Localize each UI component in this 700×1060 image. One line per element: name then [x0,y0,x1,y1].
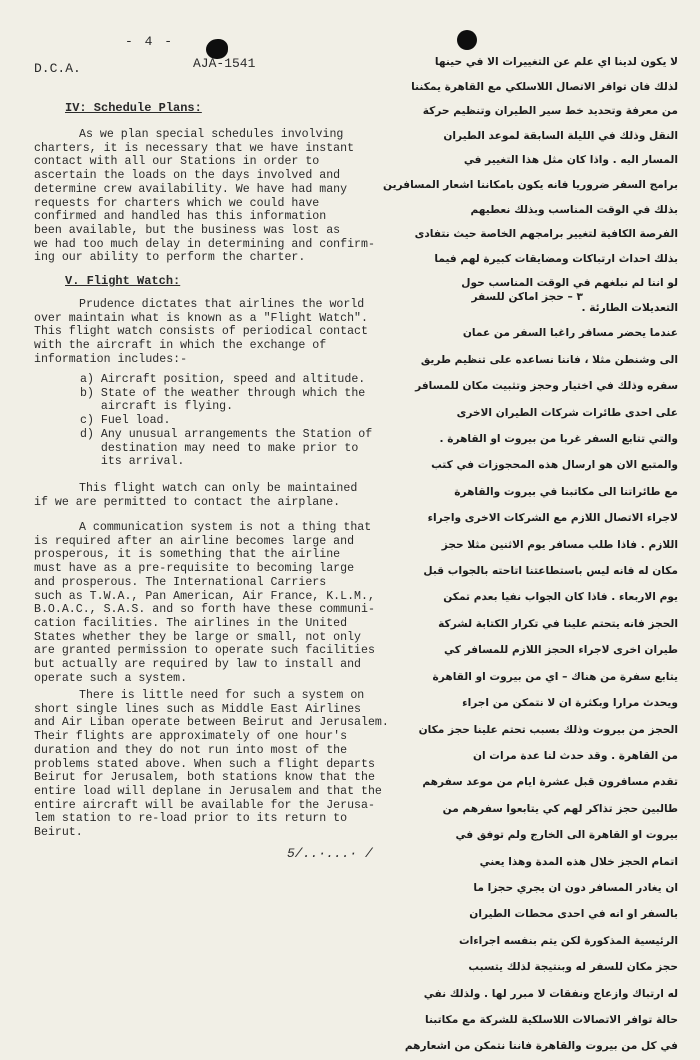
page-number: - 4 - [125,34,175,49]
text-line: cation facilities. The airlines in the United [34,616,348,630]
arabic-line: مكان له فانه ليس باستطاعتنا اتاحته بالجواب قبل [423,565,678,578]
arabic-line: بذلك احداث ارتباكات ومضايقات كبيرة لهم فيما [434,252,678,265]
arabic-line: يوم الاربعاء . فاذا كان الجواب نفيا بعدم تمكن [443,591,678,604]
arabic-line: بالسفر او انه في احدى محطات الطيران [469,908,678,921]
section5-para2 [34,482,404,509]
text-line: Their flights are approximately of one hour's [34,730,348,744]
text-line: must have as a pre-requisite to becoming large [34,562,355,576]
section5-intro [34,298,404,367]
list-item: b) State of the weather through which the [80,386,366,400]
text-line: charters, it is necessary that we have instant [34,141,355,155]
arabic-line: من القاهرة . وقد حدث لنا عدة مرات ان [472,749,678,762]
arabic-line: الحجز فانه يتحتم علينا في تكرار الكتابة لشركة [438,617,678,630]
arabic-line: في كل من بيروت والقاهرة فاننا نتمكن من اشعارهم [404,1040,678,1053]
text-line: entire aircraft will be available for the Jerusa- [34,798,375,812]
arabic-line: طيران اخرى لاجراء الحجز اللازم للمسافر كي [444,644,678,657]
arabic-line: ويحدث مرارا وبكثرة ان لا نتمكن من اجراء [462,697,678,710]
arabic-line: يتابع سفرة من هناك – اي من بيروت او القاهرة [432,670,678,683]
arabic-line: التعديلات الطارئة . [581,301,678,314]
arabic-line: بذلك في الوقت المناسب وبذلك نعطيهم [470,203,678,216]
text-line: prosperous, it is something that the airline [34,548,341,562]
punch-hole [457,30,477,50]
arabic-heading: ٣ – حجز اماكن للسفر [471,291,583,303]
text-line: confirmed and handled has this information [34,210,327,224]
list-item: aircraft is flying. [80,400,234,414]
arabic-column-top [373,50,678,321]
text-line: operate such a system. [34,671,188,685]
arabic-line: طالبين حجز تذاكر لهم كي يتابعوا سفرهم من [442,802,678,815]
text-line: but actually are required by law to install and [34,658,361,672]
arabic-line: اللازم . فاذا طلب مسافر يوم الاثنين مثلا حجز [441,538,678,551]
section4-body [34,128,404,265]
arabic-line: عندما يحضر مسافر راغبا السفر من عمان [462,327,678,340]
list-item: c) Fuel load. [80,414,171,428]
list-item: destination may need to make prior to [80,441,359,455]
text-line: A communication system is not a thing that [79,521,372,534]
list-item: its arrival. [80,455,185,469]
text-line: information includes:- [34,352,188,366]
text-line: Beirut for Jerusalem, both stations know that the [34,771,375,785]
arabic-line: الحجز من بيروت وذلك بسبب تحتم علينا حجز مكان [418,723,678,736]
department-code: D.C.A. [34,61,81,76]
text-line: with the aircraft in which the exchange of [34,339,327,353]
arabic-line: سفره وذلك في اختيار وحجز وتثبيت مكان للمسافر [415,380,678,393]
text-line: B.O.A.C., S.A.S. and so forth have these communi- [34,603,375,617]
arabic-line: حجز مكان للسفر له وبنتيجة لذلك يتسبب [468,961,678,974]
arabic-line: اتمام الحجز خلال هذه المدة وهذا يعني [479,855,678,868]
arabic-line: ان يغادر المسافر دون ان يجري حجزا ما [473,881,678,894]
flight-watch-list [80,373,405,469]
text-line: determine crew availability. We have had many [34,182,348,196]
text-line: As we plan special schedules involving [79,128,344,141]
text-line: Beirut. [34,826,83,840]
arabic-line: من معرفة وتحديد خط سير الطيران وتنظيم حركة [422,105,678,118]
text-line: such as T.W.A., Pan American, Air France, K.L.M., [34,589,375,603]
section5-para4 [34,689,404,840]
arabic-line: لاجراء الاتصال اللازم مع الشركات الاخرى واجراء [427,512,678,525]
text-line: Prudence dictates that airlines the world [79,298,365,311]
arabic-line: بيروت او القاهرة الى الخارج ولم توفق في [455,829,678,842]
text-line: duration and they do not run into most of the [34,743,348,757]
list-item: d) Any unusual arrangements the Station of [80,427,373,441]
arabic-line: لذلك فان توافر الاتصال اللاسلكي مع القاهرة يمكننا [411,80,678,93]
text-line: lem station to re-load prior to its return to [34,812,348,826]
arabic-line: والتي تتابع السفر غربا من بيروت او القاهرة . [439,433,678,446]
section-heading-schedule-plans: IV: Schedule Plans: [65,101,202,115]
arabic-line: الفرصة الكافية لتغيير برامجهم الخاصة حيث نتفادى [414,228,678,241]
text-line: we had too much delay in determining and confirm- [34,237,375,251]
text-line: if we are permitted to contact the airplane. [34,495,341,509]
reference-number: AJA-1541 [193,56,256,71]
arabic-line: مع طائراتنا الى مكاتبنا في بيروت والقاهرة [454,485,678,498]
text-line: contact with all our Stations in order to [34,155,320,169]
text-line: are granted permission to operate such facilities [34,644,375,658]
arabic-line: المسار اليه . واذا كان مثل هذا التغيير في [463,154,678,167]
arabic-line: تقدم مسافرون قبل عشرة ايام من موعد سفرهم [422,776,678,789]
text-line: This flight watch consists of periodical contact [34,325,368,339]
text-line: been available, but the business was lost as [34,223,341,237]
arabic-line: لا يكون لدينا اي علم عن التغييرات الا في حينها [434,56,678,68]
arabic-line: على احدى طائرات شركات الطيران الاخرى [456,406,678,419]
text-line: entire load will deplane in Jerusalem and that the [34,784,382,798]
list-item: a) Aircraft position, speed and altitude. [80,373,366,386]
text-line: is required after an airline becomes large and [34,534,355,548]
footer-code: 5/..·...· / [287,846,373,861]
text-line: over maintain what is known as a "Flight Watch". [34,311,368,325]
text-line: ascertain the loads on the days involved and [34,169,341,183]
arabic-line: الرئيسية المذكورة لكن يتم بنفسه اجراءات [458,934,678,947]
text-line: and prosperous. The International Carriers [34,575,327,589]
text-line: ing our ability to perform the charter. [34,251,306,265]
arabic-line: لو اننا لم نبلغهم في الوقت المناسب حول [461,277,678,290]
section-heading-flight-watch: V. Flight Watch: [65,274,181,288]
text-line: States whether they be large or small, not only [34,630,361,644]
arabic-line: حالة توافر الاتصالات اللاسلكية للشركة مع مكاتبنا [424,1013,678,1026]
arabic-line: الى وشنطن مثلا ، فاننا نساعده على تنظيم طريق [420,353,678,366]
text-line: This flight watch can only be maintained [79,482,358,495]
text-line: There is little need for such a system on [79,689,365,702]
text-line: short single lines such as Middle East Airlines [34,702,361,716]
section5-para3 [34,521,404,685]
arabic-line: والمتبع الان هو ارسال هذه المحجوزات في كتب [431,459,678,472]
text-line: and Air Liban operate between Beirut and Jerusalem. [34,716,389,730]
arabic-line: برامج السفر ضروريا فانه يكون بامكاننا اشعار المسافرين [383,178,678,191]
text-line: requests for charters which we could have [34,196,320,210]
arabic-line: له ارتباك وازعاج ونفقات لا مبرر لها . ولذلك نفي [423,987,678,1000]
text-line: problems stated above. When such a flight departs [34,757,375,771]
arabic-line: النقل وذلك في الليلة السابقة لموعد الطيران [443,129,678,142]
